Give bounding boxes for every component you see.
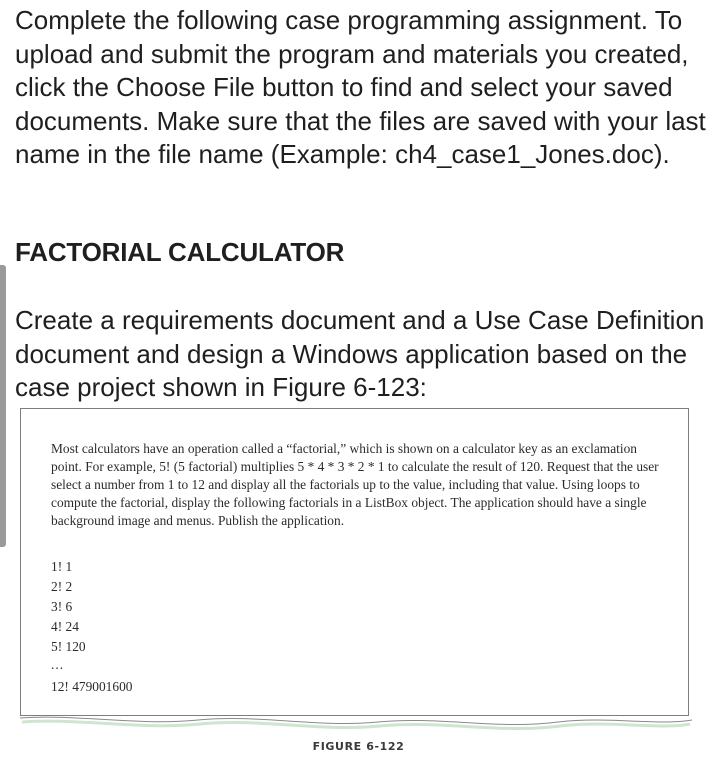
factorial-item: 4! 24: [51, 619, 79, 634]
task-description: Create a requirements document and a Use Case Definition document and design a Windows application based on the case project shown in Figure 6-123:: [15, 305, 705, 402]
factorial-item: 1! 1: [51, 559, 73, 574]
figure-caption: FIGURE 6-122: [312, 740, 405, 753]
torn-page-edge: [18, 708, 694, 738]
section-title: FACTORIAL CALCULATOR: [15, 237, 345, 267]
factorial-item: 3! 6: [51, 599, 73, 614]
factorial-item: 12! 479001600: [51, 679, 133, 694]
factorial-ellipsis: ...: [51, 657, 65, 672]
assignment-instructions: Complete the following case programming assignment. To upload and submit the program and materials you created, click the Choose File button to find and select your saved documents. Make sure that the files are saved with your last name in the file name (Example: ch4_case1_Jones.doc).: [15, 5, 706, 169]
factorial-item: 5! 120: [51, 639, 86, 654]
factorial-item: 2! 2: [51, 579, 73, 594]
scroll-indicator[interactable]: [0, 265, 6, 547]
figure-box: [20, 408, 689, 716]
factorial-list: [51, 557, 132, 697]
figure-body-text: Most calculators have an operation called a “factorial,” which is shown on a calculator key as an exclamation point. For example, 5! (5 factorial) multiplies 5 * 4 * 3 * 2 * 1 to calculate the result of 120. Request that the user select a number from 1 to 12 and display all the factorials up to the value, including that value. Using loops to compute the factorial, display the following factorials in a ListBox object. The application should have a single background image and menus. Publish the application.: [51, 441, 659, 528]
